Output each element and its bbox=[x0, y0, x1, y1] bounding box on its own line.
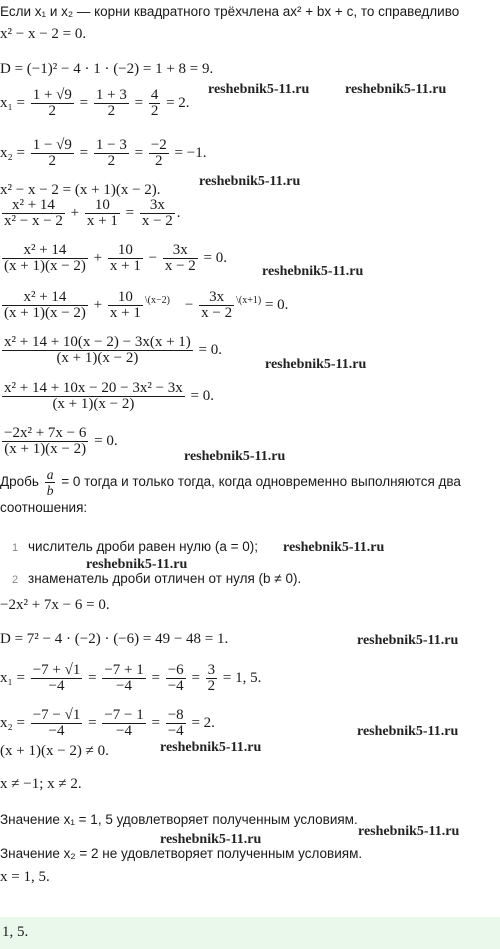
check-x1: Значение x₁ = 1, 5 удовлетворяет полученным условиям. bbox=[0, 812, 358, 827]
root-x2-final: x₂ = $\frac{-7 - √1}{-4}$ = $\frac{-7 - 1}{-4}$ = $\frac{-8}{-4}$ = 2. bbox=[0, 707, 215, 739]
equation-6: $\frac{\text{−2x² + 7x − 6}}{(x + 1)(x - 2)}$ = 0. bbox=[4, 425, 118, 457]
fraction-rule-cont: соотношения: bbox=[0, 500, 88, 515]
watermark: reshebnik5-11.ru bbox=[199, 174, 301, 189]
intro-text: Если x₁ и x₂ — корни квадратного трёхчлена ax² + bx + c, то справедливо bbox=[0, 4, 460, 19]
watermark: reshebnik5-11.ru bbox=[208, 82, 310, 97]
root-x1: x₁ = $\frac{1 + √9}{2}$ = $\frac{1 + 3}{2}$ = $\frac{4}{2}$ = 2. bbox=[0, 87, 190, 119]
result: x = 1, 5. bbox=[0, 869, 50, 885]
domain-condition: (x + 1)(x − 2) ≠ 0. bbox=[0, 743, 109, 759]
answer-value: 1, 5. bbox=[2, 924, 29, 940]
list-number: 1 bbox=[12, 542, 19, 554]
domain-values: x ≠ −1; x ≠ 2. bbox=[0, 776, 82, 792]
watermark: reshebnik5-11.ru bbox=[283, 540, 385, 555]
equation-3: $\frac{\text{x² + 14}}{(x + 1)(x - 2)}$ + $\frac{10}{x + 1}$ $^{\backslash(x-2)}$ − $\frac{3x}{x - 2}$ $^{\backslash(x+1)}$ = 0. bbox=[4, 289, 289, 321]
watermark: reshebnik5-11.ru bbox=[358, 824, 460, 839]
root-x1-final: x₁ = $\frac{-7 + √1}{-4}$ = $\frac{-7 + 1}{-4}$ = $\frac{-6}{-4}$ = $\frac{3}{2}$ = 1, 5. bbox=[0, 662, 262, 694]
discriminant-2: D = 7² − 4 · (−2) · (−6) = 49 − 48 = 1. bbox=[0, 631, 229, 647]
watermark: reshebnik5-11.ru bbox=[184, 449, 286, 464]
watermark: reshebnik5-11.ru bbox=[160, 740, 262, 755]
watermark: reshebnik5-11.ru bbox=[357, 724, 459, 739]
factorization: x² − x − 2 = (x + 1)(x − 2). bbox=[0, 182, 161, 198]
list-item: знаменатель дроби отличен от нуля (b ≠ 0). bbox=[28, 571, 302, 586]
check-x2: Значение x₂ = 2 не удовлетворяет полученным условиям. bbox=[0, 846, 363, 861]
watermark: reshebnik5-11.ru bbox=[357, 633, 459, 648]
watermark: reshebnik5-11.ru bbox=[345, 82, 447, 97]
list-item: числитель дроби равен нулю (a = 0); bbox=[28, 539, 258, 554]
watermark: reshebnik5-11.ru bbox=[160, 832, 262, 847]
root-x2: x₂ = $\frac{1 - √9}{2}$ = $\frac{1 - 3}{2}$ = $\frac{-2}{2}$ = −1. bbox=[0, 137, 207, 169]
watermark: reshebnik5-11.ru bbox=[262, 264, 364, 279]
equation-1: $\frac{\text{x² + 14}}{\text{x² − x − 2}}$ + $\frac{10}{x + 1}$ = $\frac{3x}{x - 2}$ . bbox=[4, 197, 181, 229]
equation-7: −2x² + 7x − 6 = 0. bbox=[0, 597, 110, 613]
discriminant-1: D = (−1)² − 4 · 1 · (−2) = 1 + 8 = 9. bbox=[0, 61, 214, 77]
watermark: reshebnik5-11.ru bbox=[86, 557, 188, 572]
watermark: reshebnik5-11.ru bbox=[265, 357, 367, 372]
equation-2: $\frac{\text{x² + 14}}{(x + 1)(x - 2)}$ + $\frac{10}{x + 1}$ − $\frac{3x}{x - 2}$ = 0. bbox=[4, 242, 227, 274]
equation-5: $\frac{\text{x² + 14 + 10x − 20 − 3x² − 3x}}{(x + 1)(x - 2)}$ = 0. bbox=[4, 380, 215, 412]
answer-box bbox=[0, 917, 500, 949]
list-number: 2 bbox=[12, 574, 19, 586]
fraction-rule: Дробь $\frac{a}{b}$ = 0 тогда и только тогда, когда одновременно выполняются два bbox=[0, 467, 461, 498]
equation-4: $\frac{\text{x² + 14 + 10(x − 2) − 3x(x + 1)}}{(x + 1)(x - 2)}$ = 0. bbox=[4, 334, 222, 366]
equation-intro: x² − x − 2 = 0. bbox=[0, 26, 87, 42]
